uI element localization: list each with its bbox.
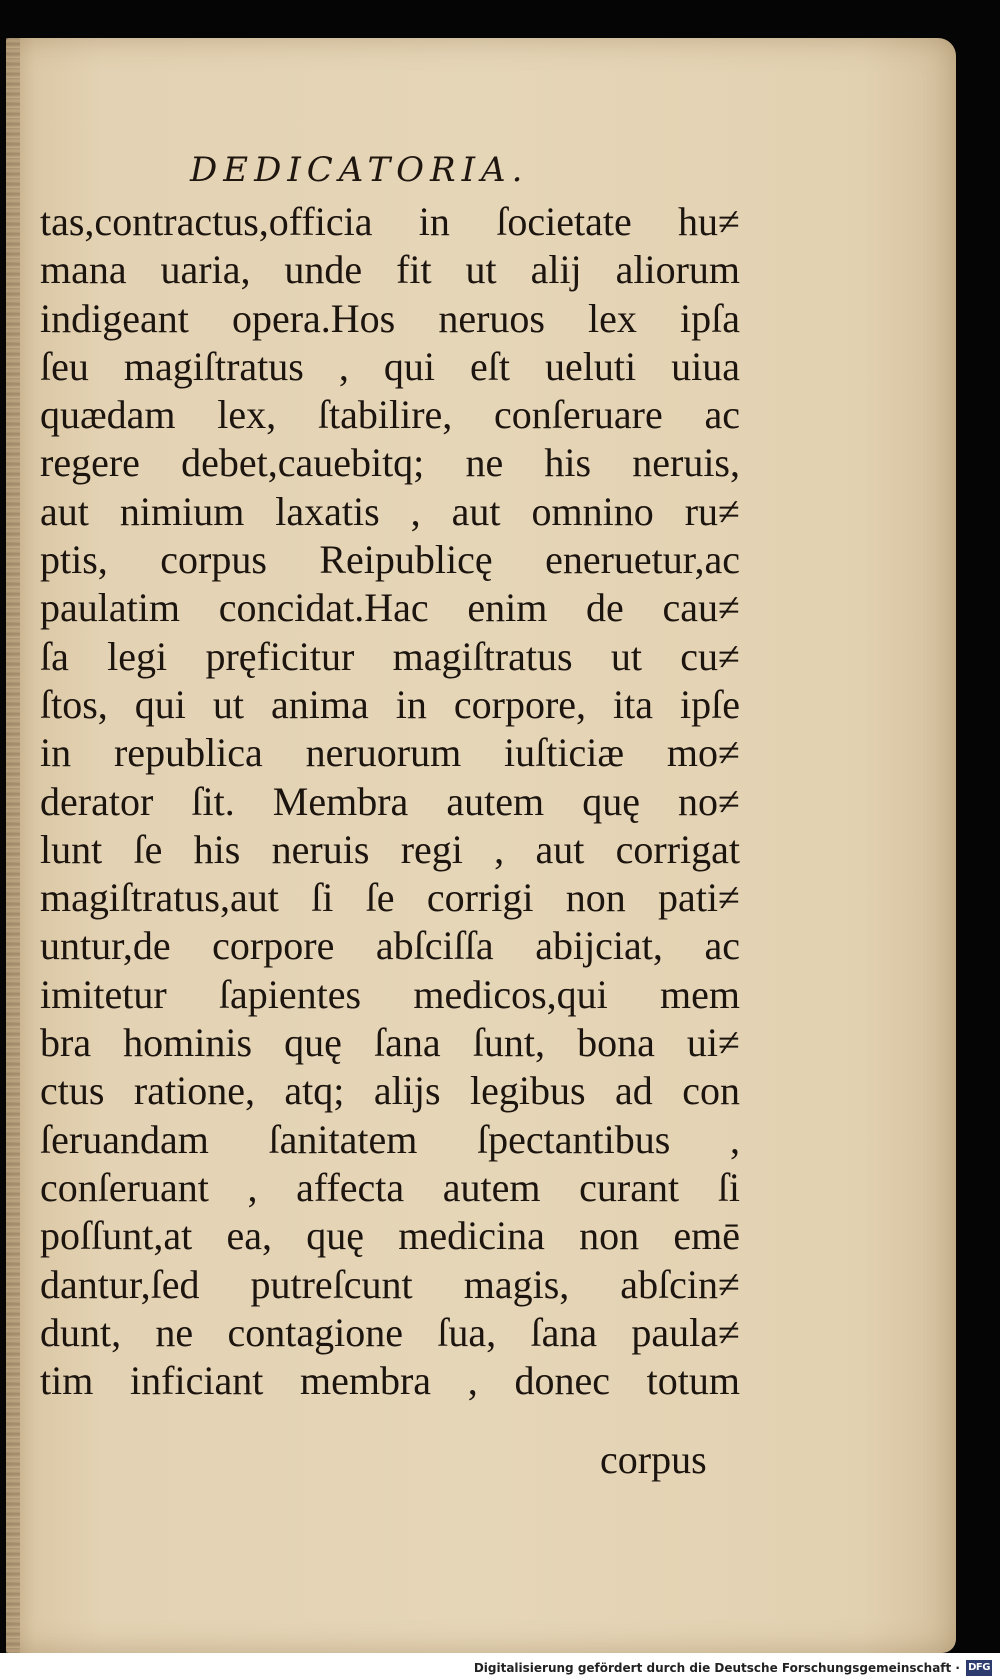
text-line: ptis, corpus Reipublicę eneruetur,ac <box>40 537 740 583</box>
running-head: DEDICATORIA. <box>190 150 529 190</box>
text-line: dunt, ne contagione ſua, ſana paula≠ <box>40 1309 740 1355</box>
text-line: regere debet,cauebitq; ne his neruis, <box>40 440 740 486</box>
text-line: poſſunt,at ea, quę medicina non emē <box>40 1213 740 1259</box>
dfg-logo-icon: DFG <box>966 1660 992 1676</box>
footer-bar <box>0 1653 1000 1680</box>
text-line: mana uaria, unde fit ut alij aliorum <box>40 247 740 293</box>
text-line: paulatim concidat.Hac enim de cau≠ <box>40 585 740 631</box>
text-line: quædam lex, ſtabilire, conſeruare ac <box>40 392 740 438</box>
text-line: indigeant opera.Hos neruos lex ipſa <box>40 295 740 341</box>
text-line: bra hominis quę ſana ſunt, bona ui≠ <box>40 1020 740 1066</box>
text-line: tim inficiant membra , donec totum <box>40 1358 740 1404</box>
footer-credit: Digitalisierung gefördert durch die Deutsche Forschungsgemeinschaft · <box>473 1661 960 1675</box>
text-line: conſeruant , affecta autem curant ſi <box>40 1164 740 1210</box>
text-line: ctus ratione, atq; alijs legibus ad con <box>40 1068 740 1114</box>
text-line: tas,contractus,officia in ſocietate hu≠ <box>40 199 740 244</box>
text-line: ſeu magiſtratus , qui eſt ueluti uiua <box>40 343 740 389</box>
catchword: corpus <box>600 1437 707 1482</box>
text-line: ſa legi pręficitur magiſtratus ut cu≠ <box>40 633 740 679</box>
text-line: magiſtratus,aut ſi ſe corrigi non pati≠ <box>40 875 740 921</box>
page-gutter-edge <box>6 38 20 1653</box>
text-line: imitetur ſapientes medicos,qui mem <box>40 971 740 1017</box>
text-block <box>40 198 740 1405</box>
text-line: ſeruandam ſanitatem ſpectantibus , <box>40 1116 740 1162</box>
text-line: aut nimium laxatis , aut omnino ru≠ <box>40 488 740 534</box>
text-line: derator ſit. Membra autem quę no≠ <box>40 778 740 824</box>
text-line: lunt ſe his neruis regi , aut corrigat <box>40 826 740 872</box>
text-line: dantur,ſed putreſcunt magis, abſcin≠ <box>40 1261 740 1307</box>
text-line: ſtos, qui ut anima in corpore, ita ipſe <box>40 681 740 727</box>
text-line: untur,de corpore abſciſſa abijciat, ac <box>40 923 740 969</box>
text-line: in republica neruorum iuſticiæ mo≠ <box>40 730 740 776</box>
